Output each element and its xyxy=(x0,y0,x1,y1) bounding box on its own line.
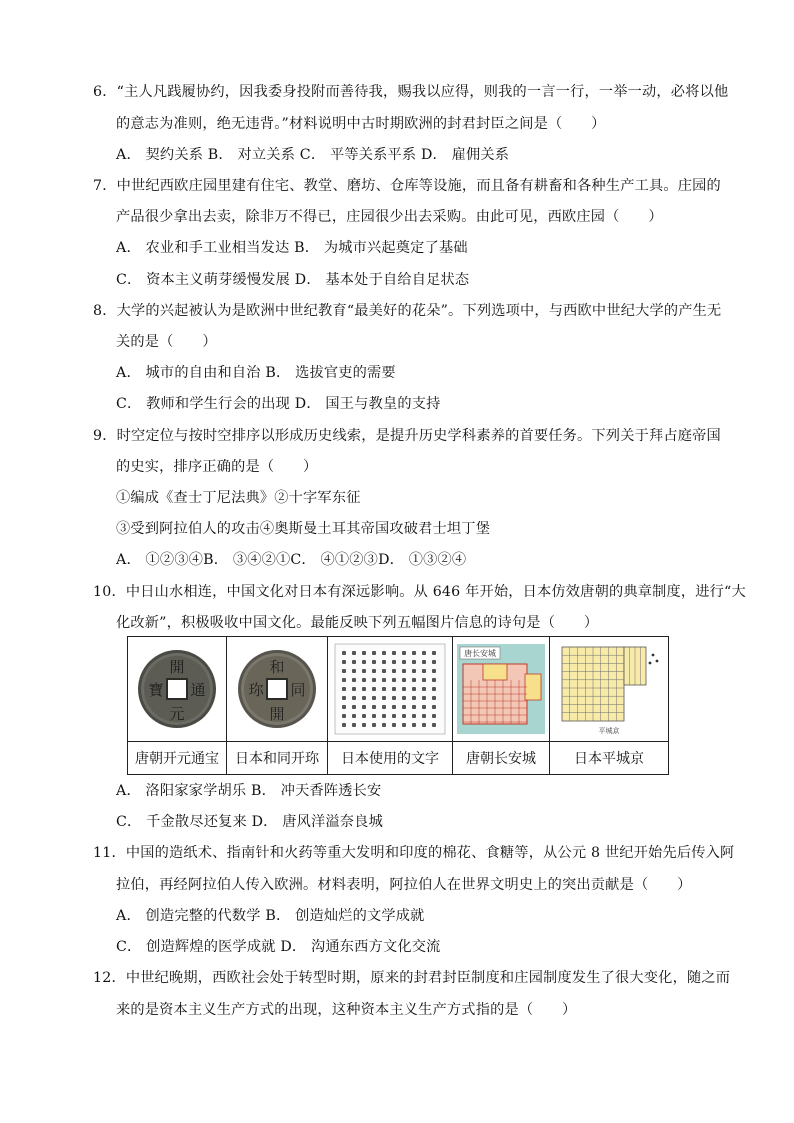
kana-glyph-mark xyxy=(392,651,396,655)
question-10-options-ab: A． 洛阳家家学胡乐 B． 冲天香阵透长安 xyxy=(116,783,382,799)
kana-glyph-mark xyxy=(392,678,396,682)
kana-glyph-mark xyxy=(352,669,356,673)
kana-glyph-mark xyxy=(342,714,346,718)
question-11-line-1: 11．中国的造纸术、指南针和火药等重大发明和印度的棉花、食糖等，从公元 8 世纪开始先后传入阿 xyxy=(93,845,735,861)
question-8-options-cd: C． 教师和学生行会的出现 D． 国王与教皇的支持 xyxy=(116,396,441,412)
kana-glyph-mark xyxy=(402,723,406,727)
kana-glyph-mark xyxy=(382,678,386,682)
kana-glyph-mark xyxy=(352,660,356,664)
kana-glyph-mark xyxy=(422,651,426,655)
kana-glyph-mark xyxy=(352,651,356,655)
kana-glyph-mark xyxy=(432,696,436,700)
kana-glyph-mark xyxy=(392,714,396,718)
kana-glyph-mark xyxy=(412,687,416,691)
kana-glyph-mark xyxy=(362,678,366,682)
wadokaichin-coin-image xyxy=(235,647,319,731)
kana-glyph-mark xyxy=(352,678,356,682)
question-8-options-ab: A． 城市的自由和自治 B． 选拔官吏的需要 xyxy=(116,365,396,381)
figure-cell-kana-chart xyxy=(328,637,453,742)
kana-glyph-mark xyxy=(432,714,436,718)
kana-glyph-mark xyxy=(342,696,346,700)
caption-wado-kaichin: 日本和同开珎 xyxy=(227,742,328,775)
kana-glyph-mark xyxy=(392,687,396,691)
kana-glyph-mark xyxy=(342,687,346,691)
kana-glyph-mark xyxy=(342,678,346,682)
kana-glyph-mark xyxy=(362,669,366,673)
figure-cell-heijokyo-map xyxy=(550,637,669,742)
changan-map-image xyxy=(457,644,545,734)
question-7-options-ab: A． 农业和手工业相当发达 B． 为城市兴起奠定了基础 xyxy=(116,240,468,256)
kana-glyph-mark xyxy=(362,723,366,727)
kana-glyph-mark xyxy=(392,705,396,709)
kana-glyph-mark xyxy=(362,705,366,709)
kana-glyph-mark xyxy=(422,678,426,682)
coin1-bottom-char: 元 xyxy=(169,705,185,723)
question-7-options-cd: C． 资本主义萌芽缓慢发展 D． 基本处于自给自足状态 xyxy=(116,272,470,288)
kana-glyph-mark xyxy=(432,687,436,691)
question-7-line-2: 产品很少拿出去卖，除非万不得已，庄园很少出去采购。由此可见，西欧庄园（ ） xyxy=(116,209,663,225)
kana-glyph-mark xyxy=(372,714,376,718)
kana-glyph-mark xyxy=(342,705,346,709)
kana-glyph-mark xyxy=(412,714,416,718)
kana-glyph-mark xyxy=(382,669,386,673)
kana-glyph-mark xyxy=(422,714,426,718)
kana-glyph-mark xyxy=(432,651,436,655)
kana-glyph-mark xyxy=(432,669,436,673)
question-10-line-1: 10．中日山水相连，中国文化对日本有深远影响。从 646 年开始，日本仿效唐朝的典章制度，进行“大 xyxy=(93,584,746,600)
kana-glyph-mark xyxy=(372,687,376,691)
kana-glyph-mark xyxy=(412,669,416,673)
figure-cell-kaiyuan-coin xyxy=(128,637,227,742)
kana-glyph-mark xyxy=(362,651,366,655)
question-9-line-2: 的史实，排序正确的是（ ） xyxy=(116,459,318,475)
kana-chart-image xyxy=(334,643,446,735)
kana-glyph-mark xyxy=(382,651,386,655)
figure-cell-changan-map xyxy=(453,637,550,742)
changan-map-label: 唐长安城 xyxy=(464,649,496,658)
kana-glyph-mark xyxy=(402,714,406,718)
kana-glyph-mark xyxy=(372,723,376,727)
kana-glyph-mark xyxy=(362,696,366,700)
kana-glyph-mark xyxy=(402,678,406,682)
kana-glyph-mark xyxy=(342,660,346,664)
kana-glyph-mark xyxy=(402,669,406,673)
kana-glyph-mark xyxy=(382,696,386,700)
caption-changan-city: 唐朝长安城 xyxy=(453,742,550,775)
kana-glyph-mark xyxy=(412,696,416,700)
question-11-options-cd: C． 创造辉煌的医学成就 D． 沟通东西方文化交流 xyxy=(116,939,441,955)
kana-glyph-mark xyxy=(352,714,356,718)
kana-glyph-mark xyxy=(372,669,376,673)
kana-glyph-mark xyxy=(402,651,406,655)
kana-glyph-mark xyxy=(392,723,396,727)
question-12-line-1: 12．中世纪晚期，西欧社会处于转型时期，原来的封君封臣制度和庄园制度发生了很大变化，随之而 xyxy=(93,970,731,986)
kana-glyph-mark xyxy=(422,705,426,709)
kana-glyph-mark xyxy=(382,687,386,691)
question-6-line-1: 6．“主人凡践履协约，因我委身投附而善待我，赐我以应得，则我的一言一行，一举一动，必将以他 xyxy=(93,84,729,100)
coin1-left-char: 寶 xyxy=(148,681,164,699)
heijokyo-map-image xyxy=(554,641,664,737)
figure-cell-wadokaichin-coin xyxy=(227,637,328,742)
kana-glyph-mark xyxy=(392,696,396,700)
kana-glyph-mark xyxy=(402,687,406,691)
kana-glyph-mark xyxy=(412,678,416,682)
kana-glyph-mark xyxy=(412,651,416,655)
kana-glyph-mark xyxy=(382,660,386,664)
kana-glyph-mark xyxy=(382,723,386,727)
kana-glyph-mark xyxy=(432,705,436,709)
coin2-bottom-char: 開 xyxy=(269,705,285,723)
kana-glyph-mark xyxy=(432,660,436,664)
kana-glyph-mark xyxy=(342,651,346,655)
kana-glyph-mark xyxy=(422,660,426,664)
question-9-item-1-2: ①编成《查士丁尼法典》②十字军东征 xyxy=(116,490,361,506)
kana-glyph-mark xyxy=(362,714,366,718)
figure-table xyxy=(127,636,669,775)
caption-kaiyuan-tongbao: 唐朝开元通宝 xyxy=(128,742,227,775)
kana-glyph-mark xyxy=(432,723,436,727)
kana-glyph-mark xyxy=(382,714,386,718)
kana-glyph-mark xyxy=(362,687,366,691)
question-6-line-2: 的意志为准则，绝无违背。”材料说明中古时期欧洲的封君封臣之间是（ ） xyxy=(116,116,606,132)
kana-glyph-mark xyxy=(352,723,356,727)
kana-glyph-mark xyxy=(352,696,356,700)
kana-glyph-mark xyxy=(422,687,426,691)
kana-glyph-mark xyxy=(342,669,346,673)
question-9-item-3-4: ③受到阿拉伯人的攻击④奥斯曼土耳其帝国攻破君士坦丁堡 xyxy=(116,521,491,537)
kana-glyph-mark xyxy=(422,723,426,727)
question-11-line-2: 拉伯，再经阿拉伯人传入欧洲。材料表明，阿拉伯人在世界文明史上的突出贡献是（ ） xyxy=(116,877,692,893)
question-10-line-2: 化改新”，积极吸收中国文化。最能反映下列五幅图片信息的诗句是（ ） xyxy=(116,615,599,631)
question-9-line-1: 9．时空定位与按时空排序以形成历史线索，是提升历史学科素养的首要任务。下列关于拜占庭帝国 xyxy=(93,428,721,444)
coin2-right-char: 同 xyxy=(290,681,306,699)
kana-glyph-mark xyxy=(422,696,426,700)
caption-heijokyo: 日本平城京 xyxy=(550,742,669,775)
question-6-options: A． 契约关系 B． 对立关系 C． 平等关系平系 D． 雇佣关系 xyxy=(116,147,510,163)
question-9-options: A． ①②③④B． ③④②①C． ④①②③D． ①③②④ xyxy=(116,552,467,568)
caption-japanese-script: 日本使用的文字 xyxy=(328,742,453,775)
question-7-line-1: 7．中世纪西欧庄园里建有住宅、教堂、磨坊、仓库等设施，而且备有耕畜和各种生产工具。庄园的 xyxy=(93,178,721,194)
kana-glyph-mark xyxy=(372,660,376,664)
kana-glyph-mark xyxy=(372,651,376,655)
kana-glyph-mark xyxy=(362,660,366,664)
kana-glyph-mark xyxy=(402,705,406,709)
question-11-options-ab: A． 创造完整的代数学 B． 创造灿烂的文学成就 xyxy=(116,908,425,924)
question-10-options-cd: C． 千金散尽还复来 D． 唐风洋溢奈良城 xyxy=(116,814,383,830)
coin1-right-char: 通 xyxy=(190,681,206,699)
kana-glyph-mark xyxy=(422,669,426,673)
kana-glyph-mark xyxy=(412,660,416,664)
kana-glyph-mark xyxy=(412,705,416,709)
kana-glyph-mark xyxy=(392,669,396,673)
kana-glyph-mark xyxy=(392,660,396,664)
kana-glyph-mark xyxy=(382,705,386,709)
kana-glyph-mark xyxy=(372,705,376,709)
kana-glyph-mark xyxy=(372,696,376,700)
kana-glyph-mark xyxy=(352,687,356,691)
kana-glyph-mark xyxy=(432,678,436,682)
kana-glyph-mark xyxy=(352,705,356,709)
question-8-line-1: 8．大学的兴起被认为是欧洲中世纪教育“最美好的花朵”。下列选项中，与西欧中世纪大学的产生无 xyxy=(93,303,722,319)
kana-glyph-mark xyxy=(412,723,416,727)
kana-glyph-mark xyxy=(372,678,376,682)
question-12-line-2: 来的是资本主义生产方式的出现，这种资本主义生产方式指的是（ ） xyxy=(116,1002,577,1018)
coin2-left-char: 珎 xyxy=(248,681,264,699)
question-8-line-2: 关的是（ ） xyxy=(116,334,217,350)
kana-glyph-mark xyxy=(402,660,406,664)
heijokyo-map-label: 平城京 xyxy=(598,727,620,735)
coin2-top-char: 和 xyxy=(269,658,285,676)
kana-glyph-mark xyxy=(342,723,346,727)
coin1-top-char: 開 xyxy=(169,658,185,676)
kana-glyph-mark xyxy=(402,696,406,700)
kaiyuan-coin-image xyxy=(135,647,219,731)
